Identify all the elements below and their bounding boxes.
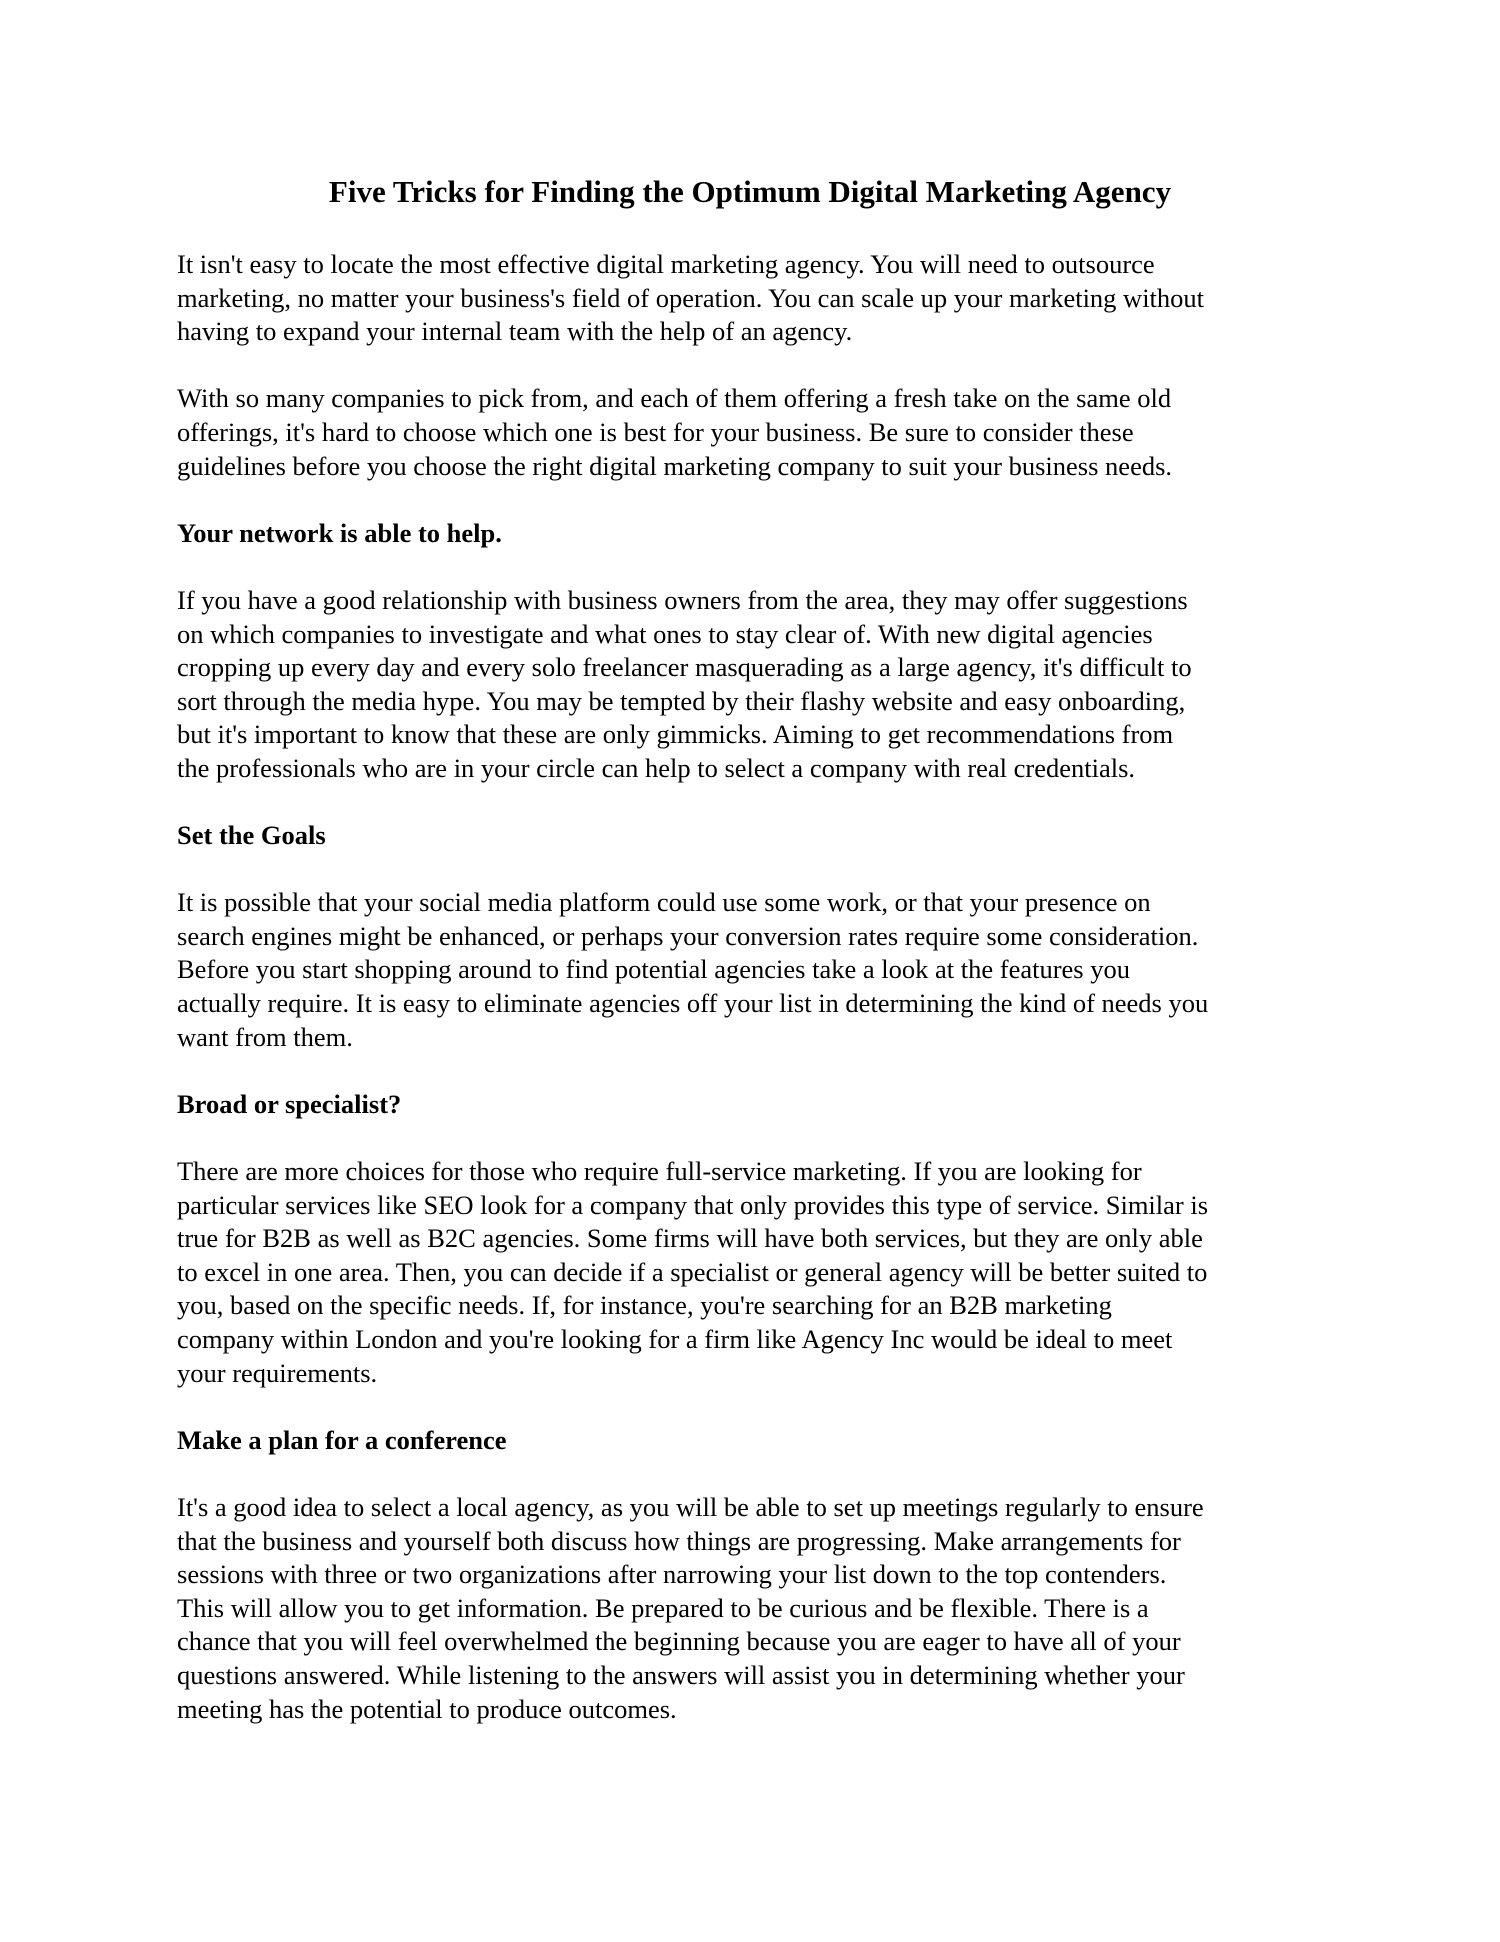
paragraph-line: It's a good idea to select a local agency, as you will be able to set up meetings regularly to ensure: [177, 1491, 1204, 1522]
paragraph-line: If you have a good relationship with business owners from the area, they may offer suggestions: [177, 584, 1188, 615]
heading-text: Your network is able to help.: [177, 517, 502, 548]
paragraph-line: but it's important to know that these are only gimmicks. Aiming to get recommendations from: [177, 719, 1174, 750]
paragraph-line: chance that you will feel overwhelmed the beginning because you are eager to have all of your: [177, 1626, 1181, 1657]
paragraph-line: sessions with three or two organizations after narrowing your list down to the top contenders.: [177, 1559, 1167, 1590]
paragraph-5: [177, 1155, 1357, 1390]
paragraph-line: marketing, no matter your business's field of operation. You can scale up your marketing without: [177, 282, 1205, 313]
paragraph-line: the professionals who are in your circle can help to select a company with real credentials.: [177, 752, 1136, 783]
section-heading-3: [177, 1088, 1357, 1122]
section-heading-2: [177, 819, 1357, 853]
heading-text: Make a plan for a conference: [177, 1424, 507, 1455]
paragraph-line: Before you start shopping around to find potential agencies take a look at the features you: [177, 954, 1130, 985]
paragraph-line: on which companies to investigate and what ones to stay clear of. With new digital agencies: [177, 618, 1153, 649]
paragraph-line: want from them.: [177, 1021, 353, 1052]
paragraph-line: It isn't easy to locate the most effective digital marketing agency. You will need to outsource: [177, 249, 1155, 279]
paragraph-line: sort through the media hype. You may be tempted by their flashy website and easy onboarding,: [177, 685, 1186, 716]
paragraph-2: [177, 382, 1357, 483]
paragraph-line: offerings, it's hard to choose which one is best for your business. Be sure to consider these: [177, 416, 1134, 447]
section-heading-4: [177, 1424, 1357, 1458]
heading-text: Set the Goals: [177, 820, 326, 851]
document-title: Five Tricks for Finding the Optimum Digital Marketing Agency: [328, 174, 1172, 209]
paragraph-line: that the business and yourself both discuss how things are progressing. Make arrangements for: [177, 1525, 1181, 1556]
paragraph-1: [177, 248, 1357, 349]
paragraph-line: company within London and you're looking for a firm like Agency Inc would be ideal to meet: [177, 1324, 1173, 1354]
paragraph-line: cropping up every day and every solo freelancer masquerading as a large agency, it's difficult to: [177, 652, 1192, 683]
paragraph-line: questions answered. While listening to the answers will assist you in determining whether your: [177, 1659, 1185, 1690]
paragraph-4: [177, 886, 1357, 1054]
document-body: [177, 248, 1357, 1760]
paragraph-line: This will allow you to get information. Be prepared to be curious and be flexible. There is a: [177, 1592, 1149, 1623]
paragraph-line: It is possible that your social media platform could use some work, or that your presence on: [177, 887, 1151, 918]
paragraph-6: [177, 1491, 1357, 1726]
section-heading-1: [177, 517, 1357, 551]
paragraph-line: search engines might be enhanced, or perhaps your conversion rates require some consideration.: [177, 920, 1199, 951]
paragraph-line: your requirements.: [177, 1357, 378, 1388]
paragraph-line: guidelines before you choose the right digital marketing company to suit your business needs.: [177, 450, 1173, 481]
paragraph-line: having to expand your internal team with the help of an agency.: [177, 316, 853, 347]
paragraph-line: meeting has the potential to produce outcomes.: [177, 1693, 677, 1724]
paragraph-line: to excel in one area. Then, you can decide if a specialist or general agency will be better suited to: [177, 1256, 1208, 1287]
paragraph-line: There are more choices for those who require full-service marketing. If you are looking for: [177, 1156, 1142, 1187]
paragraph-line: particular services like SEO look for a company that only provides this type of service. Similar is: [177, 1189, 1209, 1220]
paragraph-line: actually require. It is easy to eliminate agencies off your list in determining the kind of needs you: [177, 988, 1209, 1019]
paragraph-line: you, based on the specific needs. If, for instance, you're searching for an B2B marketing: [177, 1290, 1112, 1321]
heading-text: Broad or specialist?: [177, 1088, 402, 1119]
paragraph-line: true for B2B as well as B2C agencies. Some firms will have both services, but they are only able: [177, 1223, 1203, 1254]
paragraph-line: With so many companies to pick from, and each of them offering a fresh take on the same old: [177, 383, 1172, 414]
paragraph-3: [177, 584, 1357, 786]
